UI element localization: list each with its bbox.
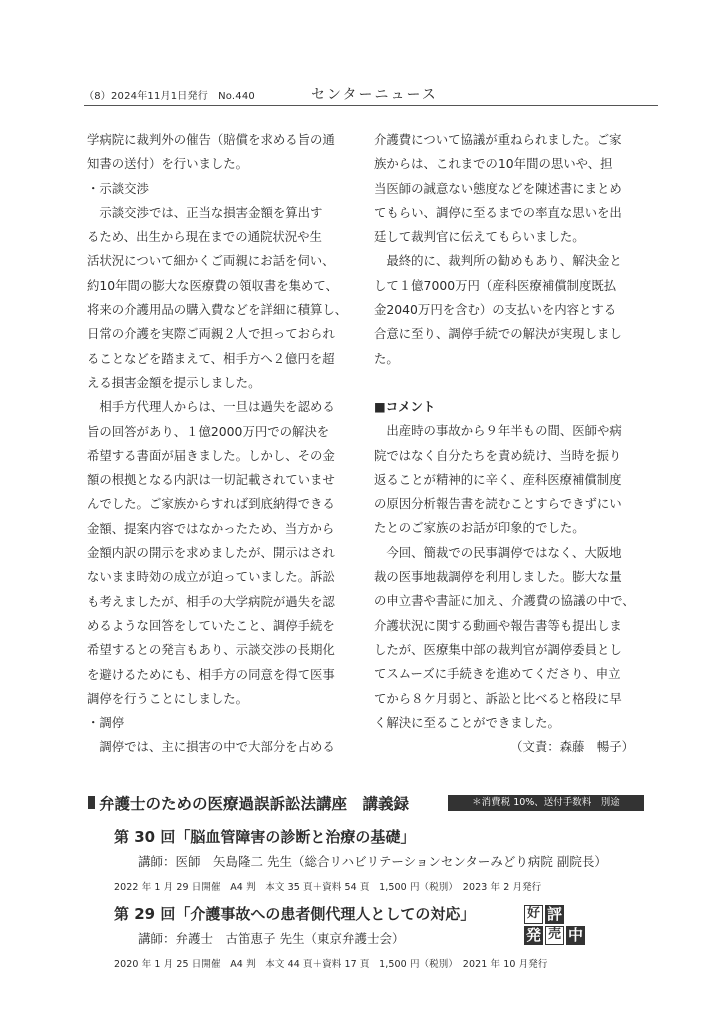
comment-heading: ■コメント <box>374 398 436 414</box>
text-line: 知書の送付）を行いました。 <box>87 156 249 172</box>
text-line: して１億7000万円（産科医療補償制度既払 <box>374 277 617 293</box>
text-line: 今回、簡裁での民事調停ではなく、大阪地 <box>386 544 622 560</box>
text-line: の申立書や書証に加え、介護費の協議の中で、 <box>374 593 635 609</box>
text-line: 最終的に、裁判所の勧めもあり、解決金と <box>386 253 622 269</box>
text-line: 金額内訳の開示を求めましたが、開示はされ <box>87 545 335 561</box>
text-line: 族からは、これまでの10年間の思いや、担 <box>374 156 613 172</box>
left-paragraph-3 <box>87 395 353 711</box>
text-line: 裁の医事地裁調停を利用しました。膨大な量 <box>374 569 622 585</box>
text-line: の原因分析報告書を読むことすらできずにい <box>374 496 622 512</box>
text-line: 調停を行うことにしました。 <box>87 690 249 706</box>
text-line: く解決に至ることができました。 <box>374 714 560 730</box>
right-column <box>374 128 640 759</box>
text-line: るため、出生から現在までの通院状況や生 <box>87 229 322 245</box>
text-line: 介護状況に関する動画や報告書等も提出しま <box>374 617 622 633</box>
lecture-speaker: 講師：弁護士 古笛恵子 先生（東京弁護士会） <box>138 931 405 946</box>
right-paragraph-4 <box>374 541 640 735</box>
text-line: 相手方代理人からは、一旦は過失を認める <box>99 399 335 415</box>
lecture-title: 第 30 回「脳血管障害の診断と治療の基礎」 <box>114 828 416 846</box>
text-line: ないまま時効の成立が迫っていました。訴訟 <box>87 569 335 585</box>
subheading-mediation: ・調停 <box>87 715 125 731</box>
left-paragraph-4 <box>87 735 353 759</box>
lecture-title: 第 29 回「介護事故への患者側代理人としての対応」 <box>114 905 476 923</box>
badge-char: 評 <box>546 905 562 923</box>
text-line: 活状況について細かくご両親にお話を伺い、 <box>87 253 335 269</box>
text-line: 返ることが精神的に辛く、産科医療補償制度 <box>374 471 622 487</box>
lecture-series-banner <box>88 792 648 814</box>
text-line: 合意に至り、調停手続での解決が実現しまし <box>374 326 622 342</box>
right-paragraph-1 <box>374 128 640 249</box>
header-rule <box>84 105 658 106</box>
lecture-info: 2022 年 1 月 29 日開催 A4 判 本文 35 頁＋資料 54 頁 1,500 円（税別） 2023 年 2 月発行 <box>114 882 542 893</box>
text-line: てから８ケ月弱と、訴訟と比べると格段に早 <box>374 690 622 706</box>
text-line: 廷して裁判官に伝えてもらいました。 <box>374 229 585 245</box>
text-line: 旨の回答があり、１億2000万円での解決を <box>87 423 330 439</box>
text-line: 額の根拠となる内訳は一切記載されていませ <box>87 472 335 488</box>
square-mark-icon <box>88 796 95 809</box>
text-line: 示談交渉では、正当な損害金額を算出す <box>99 204 323 220</box>
text-line: めるような回答をしていたこと、調停手続を <box>87 617 335 633</box>
text-line: てもらい、調停に至るまでの率直な思いを出 <box>374 204 622 220</box>
banner-title: 弁護士のための医療過誤訴訟法講座 講義録 <box>99 795 410 813</box>
text-line: 出産時の事故から９年半もの間、医師や病 <box>386 423 622 439</box>
text-line: ることなどを踏まえて、相手方へ２億円を超 <box>87 350 335 366</box>
text-line: も考えましたが、相手の大学病院が過失を認 <box>87 593 335 609</box>
text-line: 金2040万円を含む）の支払いを内容とする <box>374 302 617 318</box>
text-line: 介護費について協議が重ねられました。ご家 <box>374 132 622 147</box>
tax-note: ＊消費税 10%、送付手数料 別途 <box>448 795 644 811</box>
lecture-entry-30 <box>114 826 654 893</box>
text-line: 調停では、主に損害の中で大部分を占める <box>99 739 335 755</box>
badge-char: 売 <box>545 926 564 945</box>
lecture-speaker: 講師：医師 矢島隆二 先生（総合リハビリテーションセンターみどり病院 副院長） <box>138 854 607 869</box>
page-header <box>84 84 658 104</box>
text-line: 希望するとの発言もあり、示談交渉の長期化 <box>87 642 335 658</box>
text-line: 約10年間の膨大な医療費の領収書を集めて、 <box>87 277 338 293</box>
text-line: んでした。ご家族からすれば到底納得できる <box>87 496 335 512</box>
text-line: 金額、提案内容ではなかったため、当方から <box>87 520 335 536</box>
right-paragraph-2 <box>374 249 640 370</box>
text-line: 希望する書面が届きました。しかし、その金 <box>87 447 335 463</box>
left-column <box>87 128 353 760</box>
text-line: たとのご家族のお話が印象的でした。 <box>374 520 585 536</box>
section-spacer <box>374 371 640 395</box>
text-line: 院ではなく自分たちを責め続け、当時を振り <box>374 447 622 463</box>
text-line: 将来の介護用品の購入費などを詳細に積算し、 <box>87 302 348 318</box>
text-line: したが、医療集中部の裁判官が調停委員とし <box>374 641 622 657</box>
text-line: える損害金額を提示しました。 <box>87 374 261 390</box>
left-paragraph-1 <box>87 128 353 177</box>
text-line: 当医師の誠意ない態度などを陳述書にまとめ <box>374 180 622 196</box>
text-line: た。 <box>374 350 399 366</box>
lecture-info: 2020 年 1 月 25 日開催 A4 判 本文 44 頁＋資料 17 頁 1,500 円（税別） 2021 年 10 月発行 <box>114 959 548 970</box>
right-paragraph-3 <box>374 419 640 540</box>
text-line: てスムーズに手続きを進めてくださり、申立 <box>374 666 621 682</box>
text-line: 日常の介護を実際ご両親２人で担っておられ <box>87 326 335 342</box>
issue-info: （8）2024年11月1日発行 No.440 <box>84 91 255 102</box>
badge-char: 中 <box>567 926 583 944</box>
newsletter-title: センターニュース <box>311 87 438 103</box>
text-line: 学病院に裁判外の催告（賠償を求める旨の通 <box>87 132 335 147</box>
left-paragraph-2 <box>87 201 353 395</box>
badge-char: 好 <box>524 905 543 924</box>
badge-char: 発 <box>525 926 541 944</box>
author-credit: （文責：森藤 暢子） <box>510 739 634 755</box>
subheading-settlement: ・示談交渉 <box>87 180 149 196</box>
text-line: を避けるためにも、相手方の同意を得て医事 <box>87 666 335 682</box>
